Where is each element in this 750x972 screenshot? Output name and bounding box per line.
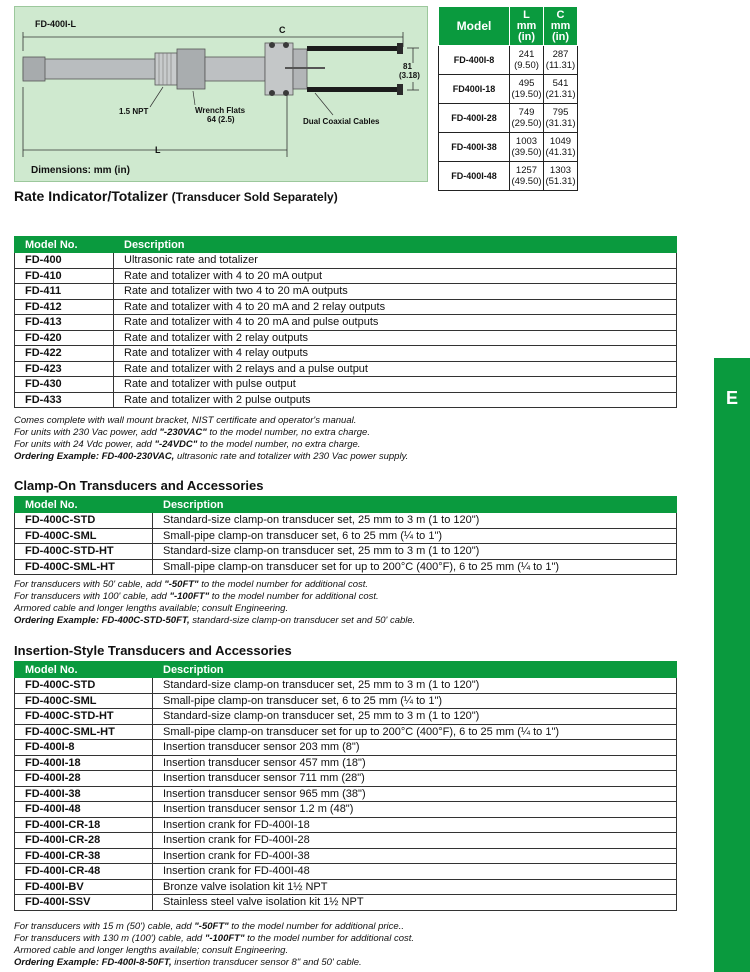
- table-row: [15, 253, 677, 269]
- description-cell: Rate and totalizer with 4 to 20 mA and 2 relay outputs: [114, 299, 677, 315]
- col-header-description: Description: [153, 662, 677, 678]
- dims-c-mm: 1049: [549, 136, 572, 147]
- table-row: [15, 693, 677, 709]
- dims-c: [544, 75, 578, 104]
- note-code: "-100FT": [204, 933, 245, 944]
- description-cell: Ultrasonic rate and totalizer: [114, 253, 677, 269]
- dims-l: [510, 46, 544, 75]
- note-line: [14, 933, 414, 945]
- dims-c-in: (41.31): [545, 147, 576, 158]
- description-cell: Stainless steel valve isolation kit 1½ NPT: [153, 895, 677, 911]
- note-text: to the model number, no extra charge.: [206, 427, 370, 438]
- clamp-on-rows: [15, 513, 677, 575]
- model-number-cell: FD-400C-STD: [15, 513, 153, 529]
- description-cell: Rate and totalizer with pulse output: [114, 377, 677, 393]
- dims-c-in: (51.31): [545, 176, 576, 187]
- side-tab-letter: E: [725, 388, 738, 408]
- note-line: [14, 439, 408, 451]
- note-line: Armored cable and longer lengths available; consult Engineering.: [14, 603, 289, 614]
- description-cell: Standard-size clamp-on transducer set, 25 mm to 3 m (1 to 120"): [153, 678, 677, 694]
- clamp-on-table: [14, 496, 677, 575]
- note-ordering-example: Ordering Example: FD-400-230VAC,: [14, 451, 175, 462]
- description-cell: Insertion transducer sensor 203 mm (8"): [153, 740, 677, 756]
- dims-model: FD-400I-48: [439, 162, 510, 191]
- dims-row: [439, 75, 578, 104]
- note-ordering-example: Ordering Example: FD-400I-8-50FT,: [14, 957, 172, 968]
- table-row: [15, 361, 677, 377]
- dims-c: [544, 104, 578, 133]
- section-title-sub: (Transducer Sold Separately): [171, 190, 338, 204]
- note-line: [14, 591, 415, 603]
- dims-l-mm: 241: [518, 49, 535, 60]
- description-cell: Standard-size clamp-on transducer set, 25 mm to 3 m (1 to 120"): [153, 544, 677, 560]
- table-header-row: [15, 497, 677, 513]
- dims-l: [510, 75, 544, 104]
- note-text: to the model number for additional price..: [228, 921, 404, 932]
- table-row: [15, 709, 677, 725]
- dims-l-in: (49.50): [511, 176, 542, 187]
- note-text: ultrasonic rate and totalizer with 230 Vac power supply.: [174, 451, 409, 462]
- col-header-model: Model No.: [15, 237, 114, 253]
- model-number-cell: FD-413: [15, 315, 114, 331]
- dims-c-mm: 795: [552, 107, 569, 118]
- col-header-model: Model No.: [15, 497, 153, 513]
- dims-c-in: (21.31): [545, 89, 576, 100]
- dims-header-c-unit: mm: [550, 19, 571, 32]
- model-number-cell: FD-423: [15, 361, 114, 377]
- diagram-c-label: C: [279, 25, 286, 35]
- model-number-cell: FD-400I-CR-48: [15, 864, 153, 880]
- table-row: [15, 559, 677, 575]
- description-cell: Rate and totalizer with 4 to 20 mA output: [114, 268, 677, 284]
- model-number-cell: FD-400I-CR-18: [15, 817, 153, 833]
- diagram-model-label: FD-400I-L: [35, 19, 77, 29]
- model-number-cell: FD-411: [15, 284, 114, 300]
- note-text: For transducers with 100' cable, add: [14, 591, 170, 602]
- dims-c-mm: 541: [552, 78, 569, 89]
- dims-l-in: (39.50): [511, 147, 542, 158]
- model-number-cell: FD-422: [15, 346, 114, 362]
- dims-header-l-unit-in: (in): [517, 30, 536, 43]
- description-cell: Small-pipe clamp-on transducer set, 6 to 25 mm (¼ to 1"): [153, 528, 677, 544]
- diagram-cables-label: Dual Coaxial Cables: [303, 117, 380, 126]
- table-row: [15, 528, 677, 544]
- diagram-npt-label: 1.5 NPT: [119, 107, 149, 116]
- description-cell: Standard-size clamp-on transducer set, 25 mm to 3 m (1 to 120"): [153, 709, 677, 725]
- col-header-description: Description: [153, 497, 677, 513]
- model-number-cell: FD-400C-SML: [15, 693, 153, 709]
- description-cell: Rate and totalizer with 4 relay outputs: [114, 346, 677, 362]
- dims-c-mm: 1303: [549, 165, 572, 176]
- note-text: For transducers with 50' cable, add: [14, 579, 165, 590]
- model-number-cell: FD-400C-STD-HT: [15, 709, 153, 725]
- note-ordering-example: Ordering Example: FD-400C-STD-50FT,: [14, 615, 190, 626]
- model-number-cell: FD-400C-STD-HT: [15, 544, 153, 560]
- description-cell: Insertion crank for FD-400I-28: [153, 833, 677, 849]
- table-row: [15, 315, 677, 331]
- table-row: [15, 755, 677, 771]
- note-line: [14, 427, 408, 439]
- model-number-cell: FD-400C-SML-HT: [15, 559, 153, 575]
- section-title-main: Rate Indicator/Totalizer: [14, 188, 168, 204]
- model-number-cell: FD-400C-STD: [15, 678, 153, 694]
- table-row: [15, 299, 677, 315]
- dims-l: [510, 104, 544, 133]
- section-side-tab: [714, 358, 750, 972]
- table-row: [15, 513, 677, 529]
- model-number-cell: FD-430: [15, 377, 114, 393]
- dimensions-table: [438, 6, 578, 191]
- dims-l: [510, 162, 544, 191]
- diagram-dimensions-label: Dimensions: mm (in): [31, 165, 130, 176]
- note-code: "-100FT": [169, 591, 210, 602]
- dims-header-c-unit-in: (in): [551, 30, 570, 43]
- description-cell: Rate and totalizer with 4 to 20 mA and pulse outputs: [114, 315, 677, 331]
- note-line: [14, 579, 415, 591]
- dims-c: [544, 46, 578, 75]
- section2-notes: [14, 579, 415, 627]
- table-row: [15, 864, 677, 880]
- dims-c-mm: 287: [552, 49, 569, 60]
- description-cell: Insertion crank for FD-400I-18: [153, 817, 677, 833]
- table-row: [15, 848, 677, 864]
- table-row: [15, 740, 677, 756]
- description-cell: Rate and totalizer with 2 relay outputs: [114, 330, 677, 346]
- table-row: [15, 817, 677, 833]
- col-header-model: Model No.: [15, 662, 153, 678]
- model-number-cell: FD-400I-8: [15, 740, 153, 756]
- note-code: "-24VDC": [154, 439, 198, 450]
- note-line: [14, 957, 414, 969]
- note-text: For units with 24 Vdc power, add: [14, 439, 155, 450]
- diagram-height-in: (3.18): [399, 71, 420, 80]
- table-row: [15, 786, 677, 802]
- description-cell: Small-pipe clamp-on transducer set for up to 200°C (400°F), 6 to 25 mm (¼ to 1"): [153, 559, 677, 575]
- dims-l-mm: 749: [518, 107, 535, 118]
- description-cell: Insertion transducer sensor 1.2 m (48"): [153, 802, 677, 818]
- col-header-description: Description: [114, 237, 677, 253]
- model-number-cell: FD-412: [15, 299, 114, 315]
- description-cell: Bronze valve isolation kit 1½ NPT: [153, 879, 677, 895]
- note-text: to the model number for additional cost.: [209, 591, 379, 602]
- diagram-height-mm: 81: [403, 62, 412, 71]
- diagram-l-label: L: [155, 145, 161, 155]
- note-line: [14, 615, 415, 627]
- insertion-rows: [15, 678, 677, 911]
- table-header-row: [15, 662, 677, 678]
- section-title-insertion: Insertion-Style Transducers and Accessories: [14, 643, 292, 658]
- section-title-clamp-on: Clamp-On Transducers and Accessories: [14, 478, 264, 493]
- insertion-table: [14, 661, 677, 911]
- note-text: to the model number for additional cost.: [244, 933, 415, 944]
- table-row: [15, 833, 677, 849]
- table-row: [15, 377, 677, 393]
- description-cell: Insertion crank for FD-400I-48: [153, 864, 677, 880]
- model-number-cell: FD-400: [15, 253, 114, 269]
- table-row: [15, 346, 677, 362]
- dims-l: [510, 133, 544, 162]
- note-code: "-50FT": [164, 579, 199, 590]
- model-number-cell: FD-420: [15, 330, 114, 346]
- table-row: [15, 268, 677, 284]
- dims-model: FD400I-18: [439, 75, 510, 104]
- note-text: For transducers with 15 m (50') cable, add: [14, 921, 195, 932]
- rate-indicator-table: [14, 236, 677, 408]
- dims-l-in: (19.50): [511, 89, 542, 100]
- table-row: [15, 678, 677, 694]
- rate-indicator-rows: [15, 253, 677, 408]
- table-row: [15, 724, 677, 740]
- dims-l-in: (29.50): [511, 118, 542, 129]
- dims-c-in: (11.31): [545, 60, 576, 71]
- note-text: For units with 230 Vac power, add: [14, 427, 160, 438]
- table-row: [15, 895, 677, 911]
- dimensions-header-row: [439, 7, 578, 46]
- model-number-cell: FD-400I-CR-28: [15, 833, 153, 849]
- model-number-cell: FD-400I-48: [15, 802, 153, 818]
- diagram-wrench-label: Wrench Flats: [195, 106, 246, 115]
- description-cell: Small-pipe clamp-on transducer set for up to 200°C (400°F), 6 to 25 mm (¼ to 1"): [153, 724, 677, 740]
- description-cell: Rate and totalizer with two 4 to 20 mA outputs: [114, 284, 677, 300]
- note-line: Comes complete with wall mount bracket, NIST certificate and operator's manual.: [14, 415, 357, 426]
- description-cell: Insertion crank for FD-400I-38: [153, 848, 677, 864]
- note-line: [14, 451, 408, 463]
- description-cell: Small-pipe clamp-on transducer set, 6 to 25 mm (¼ to 1"): [153, 693, 677, 709]
- model-number-cell: FD-400I-BV: [15, 879, 153, 895]
- dims-header-model: Model: [439, 7, 510, 46]
- section-title-rate-indicator: [14, 188, 338, 205]
- description-cell: Insertion transducer sensor 711 mm (28"): [153, 771, 677, 787]
- description-cell: Insertion transducer sensor 457 mm (18"): [153, 755, 677, 771]
- table-row: [15, 284, 677, 300]
- model-number-cell: FD-400I-CR-38: [15, 848, 153, 864]
- dims-l-in: (9.50): [514, 60, 539, 71]
- dims-c-in: (31.31): [545, 118, 576, 129]
- note-text: For transducers with 130 m (100') cable, add: [14, 933, 205, 944]
- model-number-cell: FD-400I-38: [15, 786, 153, 802]
- table-row: [15, 879, 677, 895]
- dims-model: FD-400I-38: [439, 133, 510, 162]
- note-line: Armored cable and longer lengths available; consult Engineering.: [14, 945, 289, 956]
- dims-row: [439, 104, 578, 133]
- note-code: "-50FT": [194, 921, 229, 932]
- dims-row: [439, 162, 578, 191]
- model-number-cell: FD-433: [15, 392, 114, 408]
- dims-header-c: [544, 7, 578, 46]
- dims-model: FD-400I-8: [439, 46, 510, 75]
- note-code: "-230VAC": [159, 427, 207, 438]
- table-row: [15, 330, 677, 346]
- table-row: [15, 544, 677, 560]
- diagram-wrench-size: 64 (2.5): [207, 115, 235, 124]
- section1-notes: [14, 415, 408, 463]
- description-cell: Rate and totalizer with 2 relays and a pulse output: [114, 361, 677, 377]
- table-row: [15, 392, 677, 408]
- dims-header-l-unit: mm: [516, 19, 537, 32]
- dims-l-mm: 1257: [515, 165, 538, 176]
- dims-header-l: [510, 7, 544, 46]
- dims-row: [439, 46, 578, 75]
- dims-c: [544, 133, 578, 162]
- table-row: [15, 802, 677, 818]
- table-header-row: [15, 237, 677, 253]
- model-number-cell: FD-400C-SML-HT: [15, 724, 153, 740]
- model-number-cell: FD-410: [15, 268, 114, 284]
- description-cell: Standard-size clamp-on transducer set, 25 mm to 3 m (1 to 120"): [153, 513, 677, 529]
- note-text: to the model number for additional cost.: [198, 579, 369, 590]
- table-row: [15, 771, 677, 787]
- note-text: standard-size clamp-on transducer set and 50' cable.: [189, 615, 416, 626]
- dims-model: FD-400I-28: [439, 104, 510, 133]
- note-line: [14, 921, 414, 933]
- transducer-drawing: [15, 7, 429, 183]
- note-text: insertion transducer sensor 8" and 50' cable.: [171, 957, 362, 968]
- model-number-cell: FD-400I-28: [15, 771, 153, 787]
- model-number-cell: FD-400C-SML: [15, 528, 153, 544]
- description-cell: Rate and totalizer with 2 pulse outputs: [114, 392, 677, 408]
- dims-row: [439, 133, 578, 162]
- description-cell: Insertion transducer sensor 965 mm (38"): [153, 786, 677, 802]
- transducer-diagram: [14, 6, 428, 182]
- note-text: to the model number, no extra charge.: [197, 439, 361, 450]
- dims-l-mm: 1003: [515, 136, 538, 147]
- dims-header-l-symbol: L: [523, 8, 530, 21]
- model-number-cell: FD-400I-18: [15, 755, 153, 771]
- section3-notes: [14, 921, 414, 969]
- model-number-cell: FD-400I-SSV: [15, 895, 153, 911]
- dims-c: [544, 162, 578, 191]
- dims-l-mm: 495: [518, 78, 535, 89]
- dims-header-c-symbol: C: [556, 8, 565, 21]
